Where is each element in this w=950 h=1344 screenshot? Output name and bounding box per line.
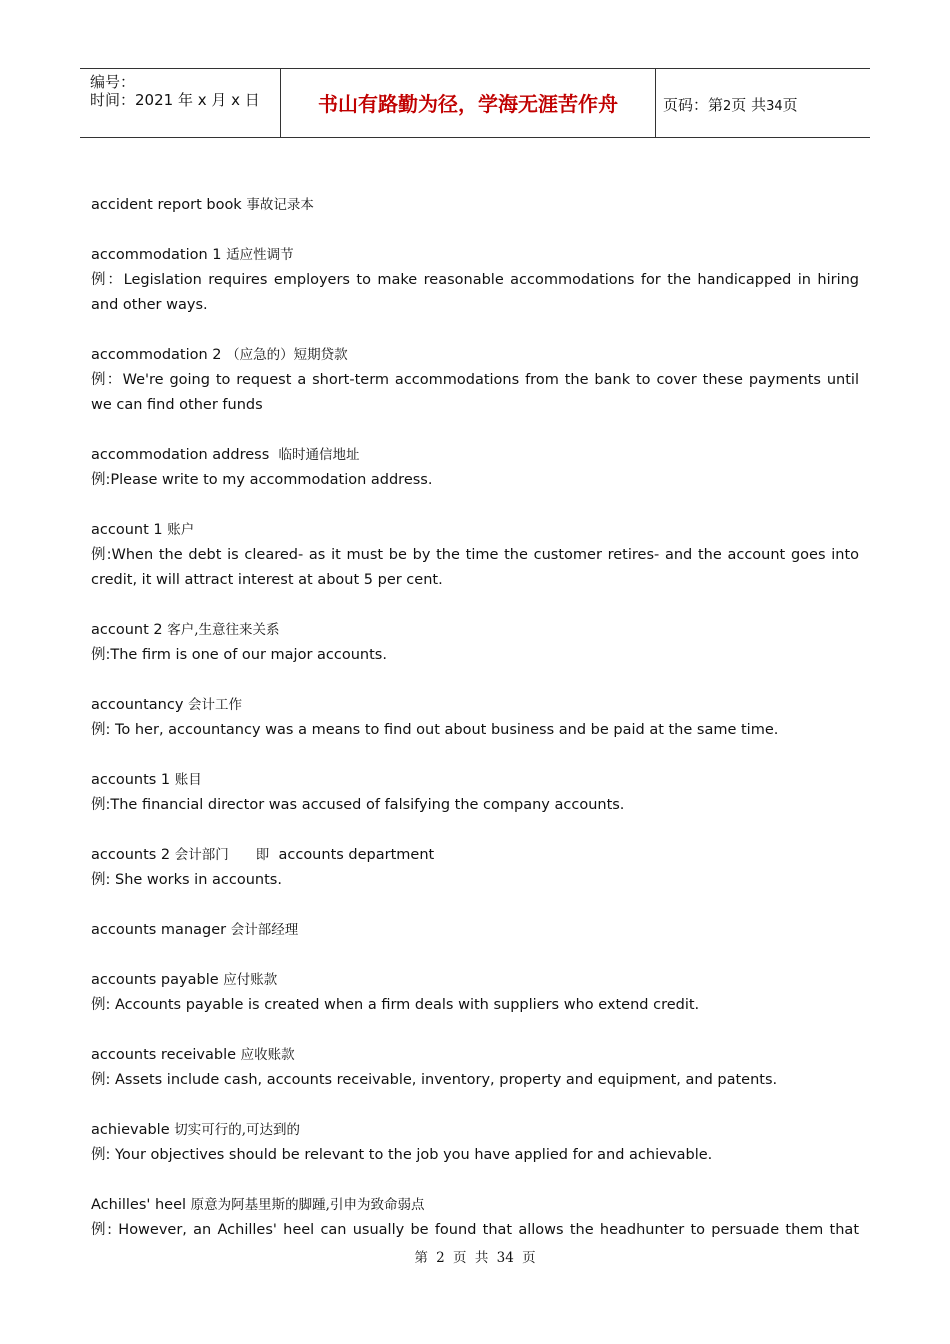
entry-example: 例: Your objectives should be relevant to the job you have applied for and achievable. [91,1147,713,1163]
entry-translation: 会计工作 [188,697,243,713]
page-prefix: 页码：第 [663,96,724,114]
entry-translation: 临时通信地址 [278,447,360,463]
entry-term-line [91,618,859,643]
entry-term: accommodation address [91,447,270,463]
entry-example: 例:The financial director was accused of falsifying the company accounts. [91,797,625,813]
entry-example: 例: Assets include cash, accounts receivable, inventory, property and equipment, and patents. [91,1072,778,1088]
glossary-entry [91,1043,859,1093]
page-suffix: 页 [782,96,798,114]
entry-term: accounts receivable [91,1047,237,1063]
entry-term-line [91,193,859,218]
entry-term: accounts payable [91,972,219,988]
glossary-content [91,193,859,1268]
entry-term-line [91,968,859,993]
entry-translation: 应付账款 [223,972,278,988]
document-header [80,68,870,138]
glossary-entry [91,843,859,893]
entry-term-line [91,768,859,793]
header-page-cell [655,69,870,137]
page-current: 2 [723,99,732,114]
entry-term: accommodation 1 [91,247,222,263]
glossary-entry [91,243,859,318]
code-label: 编号： [90,73,136,91]
entry-term: accommodation 2 [91,347,222,363]
glossary-entry [91,1118,859,1168]
glossary-entry [91,343,859,418]
entry-translation: 账户 [167,522,195,538]
entry-translation: 切实可行的,可达到的 [174,1122,301,1138]
entry-translation: 账目 [174,772,202,788]
entry-example: 例：We're going to request a short-term accommodations from the bank to cover these payments until we can find other funds [91,372,859,413]
entry-term-line [91,693,859,718]
entry-translation: 会计部经理 [230,922,299,938]
entry-term: accident report book [91,197,242,213]
time-label: 时间：2021 年 x 月 x 日 [90,91,260,109]
entry-term-line [91,243,859,268]
glossary-entry [91,518,859,593]
entry-translation: 事故记录本 [246,197,314,213]
entry-term: achievable [91,1122,170,1138]
header-left-cell [80,69,280,137]
entry-term: account 2 [91,622,163,638]
entry-term: account 1 [91,522,163,538]
glossary-entry [91,193,859,218]
entry-example: 例: Accounts payable is created when a firm deals with suppliers who extend credit. [91,997,700,1013]
page-code [663,94,798,115]
entry-translation: 会计部门 即 [174,847,270,863]
glossary-entry [91,618,859,668]
entry-term: accounts 2 [91,847,171,863]
entry-translation: 应收账款 [240,1047,295,1063]
glossary-entry [91,693,859,743]
entry-example: 例: To her, accountancy was a means to find out about business and be paid at the same time. [91,722,779,738]
entry-translation: 适应性调节 [226,247,294,263]
page-footer: 第 2 页 共 34 页 [414,1250,536,1266]
entry-translation: 客户,生意往来关系 [167,622,280,638]
page-mid: 页 共 [731,96,767,114]
entry-term: accountancy [91,697,184,713]
glossary-entry [91,1193,859,1243]
entry-term-line [91,918,859,943]
entry-term-line [91,518,859,543]
entry-term: accounts manager [91,922,227,938]
entry-term-line [91,1118,859,1143]
entry-example: 例:The firm is one of our major accounts. [91,647,387,663]
entry-example: 例: She works in accounts. [91,872,282,888]
entry-term-line [91,343,859,368]
motto: 书山有路勤为径，学海无涯苦作舟 [318,92,618,116]
header-motto-cell [280,69,656,137]
entry-term-alias: accounts department [278,847,435,863]
glossary-entry [91,968,859,1018]
entry-example: 例: However, an Achilles' heel can usually be found that allows the headhunter to persuade them that [91,1222,859,1238]
glossary-entry [91,768,859,818]
entry-term: accounts 1 [91,772,171,788]
glossary-entry [91,443,859,493]
entry-term-line [91,1043,859,1068]
entry-example: 例：Legislation requires employers to make reasonable accommodations for the handicapped in hiring and other ways. [91,272,859,313]
glossary-entry [91,918,859,943]
entry-example: 例:Please write to my accommodation address. [91,472,433,488]
page-total: 34 [766,99,783,114]
entry-translation: （应急的）短期贷款 [226,347,348,363]
entry-term: Achilles' heel [91,1197,187,1213]
entry-translation: 原意为阿基里斯的脚踵,引申为致命弱点 [190,1197,425,1213]
entry-term-line [91,843,859,868]
entry-term-line [91,1193,859,1218]
entry-example: 例:When the debt is cleared- as it must be by the time the customer retires- and the account goes into credit, it will attract interest at about 5 per cent. [91,547,859,588]
entry-term-line [91,443,859,468]
